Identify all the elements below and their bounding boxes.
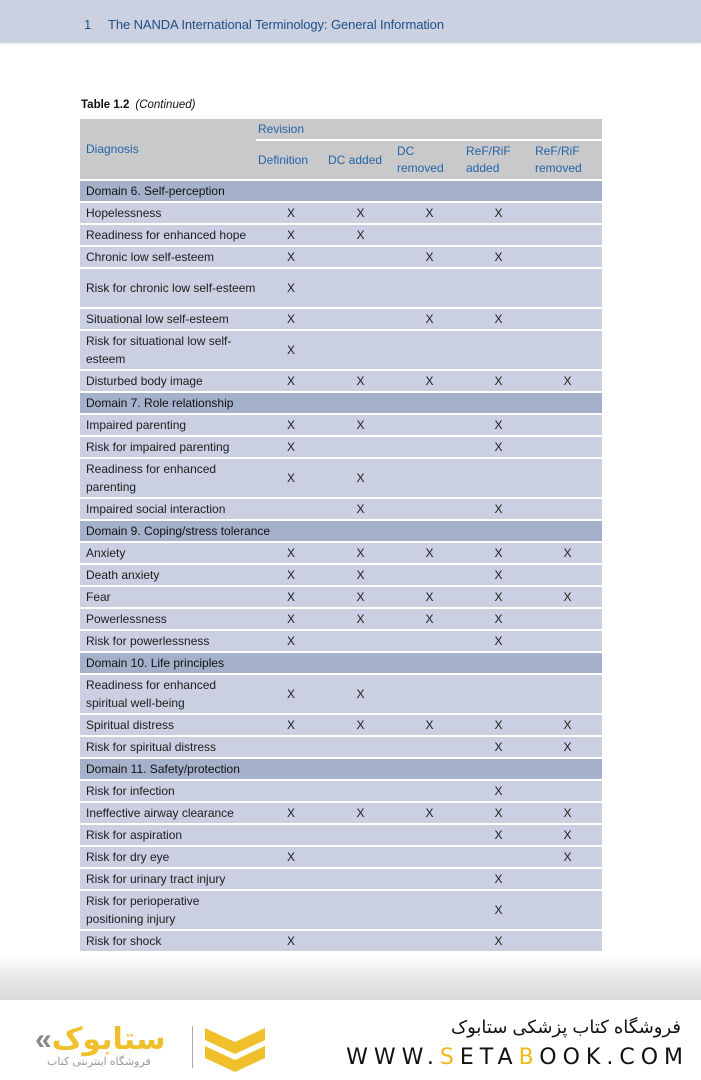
diagnosis-name: Death anxiety [80,564,256,586]
domain-row [80,392,602,414]
revision-mark: X [326,802,395,824]
diagnosis-name: Chronic low self-esteem [80,246,256,268]
revision-mark: X [464,714,533,736]
revision-mark: X [326,370,395,392]
diagnosis-name: Risk for aspiration [80,824,256,846]
revision-table [80,119,602,951]
revision-mark [326,890,395,930]
revision-mark: X [464,542,533,564]
revision-mark: X [326,224,395,246]
setabook-logo [35,1022,265,1072]
revision-mark [533,308,602,330]
revision-mark: X [326,202,395,224]
table-row [80,308,602,330]
revision-mark: X [256,414,326,436]
table-label: Table 1.2 [81,99,130,111]
revision-mark [464,674,533,714]
diagnosis-name: Risk for shock [80,930,256,951]
revision-mark: X [395,714,464,736]
revision-mark [533,630,602,652]
table-row [80,586,602,608]
revision-mark: X [533,542,602,564]
revision-mark [464,458,533,498]
diagnosis-name: Fear [80,586,256,608]
revision-mark: X [326,714,395,736]
diagnosis-name: Hopelessness [80,202,256,224]
revision-mark: X [464,308,533,330]
revision-mark: X [256,930,326,951]
revision-mark [533,458,602,498]
revision-mark [326,308,395,330]
revision-mark [256,736,326,758]
revision-mark [326,780,395,802]
col-ref-rif-removed: ReF/RiF removed [533,140,602,180]
domain-label: Domain 10. Life principles [80,652,602,674]
revision-mark: X [464,370,533,392]
revision-mark: X [326,564,395,586]
revision-mark [533,608,602,630]
table-header [80,119,602,180]
table-row [80,736,602,758]
revision-mark [256,824,326,846]
revision-mark [256,498,326,520]
diagnosis-name: Readiness for enhanced parenting [80,458,256,498]
revision-header: Revision [256,119,602,140]
revision-mark: X [533,802,602,824]
diagnosis-name: Situational low self-esteem [80,308,256,330]
revision-mark: X [533,586,602,608]
revision-mark [395,736,464,758]
diagnosis-name: Spiritual distress [80,714,256,736]
revision-mark: X [256,608,326,630]
diagnosis-name: Risk for perioperative positioning injury [80,890,256,930]
revision-mark: X [533,824,602,846]
revision-mark: X [256,564,326,586]
revision-mark [395,868,464,890]
revision-mark: X [326,498,395,520]
table-row [80,930,602,951]
revision-mark [326,868,395,890]
logo-subtitle: فروشگاه اینترنتی کتاب [47,1056,151,1068]
revision-mark: X [256,370,326,392]
revision-mark [326,736,395,758]
store-url: WWW.SETABOOK.COM [346,1045,689,1070]
revision-mark: X [326,458,395,498]
revision-mark [395,630,464,652]
revision-mark: X [533,714,602,736]
revision-mark [395,330,464,370]
diagnosis-name: Risk for urinary tract injury [80,868,256,890]
table-row [80,564,602,586]
revision-mark: X [464,930,533,951]
revision-mark [395,846,464,868]
chapter-title: The NANDA International Terminology: General Information [108,17,444,32]
revision-mark: X [256,846,326,868]
domain-row [80,520,602,542]
revision-mark: X [464,868,533,890]
table-row [80,802,602,824]
table-row [80,846,602,868]
revision-mark: X [395,246,464,268]
revision-mark: X [326,542,395,564]
revision-mark [533,780,602,802]
revision-mark [533,202,602,224]
revision-mark [395,780,464,802]
table-row [80,224,602,246]
table-row [80,824,602,846]
revision-mark: X [395,802,464,824]
revision-mark [395,414,464,436]
revision-mark [395,436,464,458]
revision-mark [326,246,395,268]
revision-mark [533,436,602,458]
diagnosis-name: Readiness for enhanced hope [80,224,256,246]
revision-mark: X [326,414,395,436]
revision-mark [256,868,326,890]
revision-mark: X [395,202,464,224]
revision-mark [326,846,395,868]
domain-label: Domain 9. Coping/stress tolerance [80,520,602,542]
revision-mark [533,268,602,308]
col-definition: Definition [256,140,326,180]
revision-mark: X [256,586,326,608]
revision-mark: X [395,308,464,330]
revision-mark [326,930,395,951]
revision-mark: X [533,846,602,868]
revision-mark [464,846,533,868]
diagnosis-name: Risk for situational low self-esteem [80,330,256,370]
diagnosis-name: Risk for impaired parenting [80,436,256,458]
revision-mark [533,564,602,586]
revision-mark: X [256,436,326,458]
revision-mark [395,458,464,498]
revision-mark: X [464,890,533,930]
diagnosis-name: Readiness for enhanced spiritual well-being [80,674,256,714]
table-row [80,868,602,890]
diagnosis-name: Impaired social interaction [80,498,256,520]
col-ref-rif-added: ReF/RiF added [464,140,533,180]
revision-mark: X [464,564,533,586]
revision-mark: X [464,802,533,824]
revision-mark [395,674,464,714]
revision-mark: X [256,802,326,824]
revision-mark: X [256,458,326,498]
domain-label: Domain 11. Safety/protection [80,758,602,780]
chapter-number: 1 [84,17,92,32]
table-continued-note: (Continued) [135,99,196,111]
domain-label: Domain 6. Self-perception [80,180,602,202]
diagnosis-name: Risk for powerlessness [80,630,256,652]
revision-mark: X [395,586,464,608]
revision-mark: X [256,630,326,652]
diagnosis-name: Ineffective airway clearance [80,802,256,824]
revision-mark [326,630,395,652]
revision-mark: X [256,224,326,246]
revision-mark [326,268,395,308]
revision-mark [533,224,602,246]
revision-mark: X [256,202,326,224]
revision-mark: X [464,414,533,436]
revision-mark: X [395,370,464,392]
table-row [80,246,602,268]
revision-mark: X [395,542,464,564]
diagnosis-name: Risk for spiritual distress [80,736,256,758]
logo-brand: «ستابوک [35,1023,166,1056]
revision-mark [395,224,464,246]
revision-mark: X [464,630,533,652]
revision-mark [464,224,533,246]
table-row [80,498,602,520]
revision-mark [326,436,395,458]
revision-mark [533,674,602,714]
revision-mark [326,824,395,846]
revision-mark: X [256,246,326,268]
revision-mark [464,330,533,370]
revision-mark [533,930,602,951]
revision-mark: X [464,202,533,224]
diagnosis-name: Disturbed body image [80,370,256,392]
revision-mark: X [464,608,533,630]
revision-mark [533,890,602,930]
revision-mark: X [256,308,326,330]
store-name-fa: فروشگاه کتاب پزشکی ستابوک [451,1017,681,1037]
revision-mark: X [395,608,464,630]
table-body [80,180,602,951]
table-row [80,268,602,308]
revision-mark: X [256,330,326,370]
revision-mark [395,268,464,308]
revision-mark: X [464,498,533,520]
table-row [80,890,602,930]
revision-mark [395,498,464,520]
revision-mark [256,890,326,930]
table-caption [81,99,195,111]
revision-mark: X [256,674,326,714]
page-bottom-shadow [0,955,701,1000]
table-row [80,780,602,802]
revision-mark: X [256,714,326,736]
table-row [80,414,602,436]
revision-mark: X [326,586,395,608]
revision-mark [533,498,602,520]
revision-mark: X [256,542,326,564]
chevron-logo-icon [205,1024,265,1072]
revision-mark [533,868,602,890]
diagnosis-name: Risk for infection [80,780,256,802]
revision-mark: X [464,780,533,802]
table-row [80,202,602,224]
col-dc-added: DC added [326,140,395,180]
revision-mark [395,824,464,846]
revision-mark [533,330,602,370]
table-row [80,674,602,714]
diagnosis-name: Anxiety [80,542,256,564]
table-row [80,542,602,564]
running-head [0,0,701,43]
table-row [80,370,602,392]
revision-mark [464,268,533,308]
revision-mark [395,930,464,951]
revision-mark [533,246,602,268]
domain-row [80,758,602,780]
table-row [80,630,602,652]
revision-mark: X [533,370,602,392]
diagnosis-header: Diagnosis [80,119,256,180]
table-row [80,458,602,498]
domain-row [80,180,602,202]
revision-mark [395,890,464,930]
revision-mark: X [464,436,533,458]
revision-mark [395,564,464,586]
domain-label: Domain 7. Role relationship [80,392,602,414]
logo-divider [192,1026,193,1068]
revision-mark [326,330,395,370]
revision-mark [256,780,326,802]
table-row [80,714,602,736]
revision-mark: X [464,586,533,608]
revision-mark: X [326,608,395,630]
table-row [80,436,602,458]
revision-mark: X [326,674,395,714]
domain-row [80,652,602,674]
diagnosis-name: Risk for chronic low self-esteem [80,268,256,308]
table-row [80,608,602,630]
col-dc-removed: DC removed [395,140,464,180]
revision-mark: X [464,736,533,758]
revision-mark: X [256,268,326,308]
revision-mark: X [464,246,533,268]
diagnosis-name: Risk for dry eye [80,846,256,868]
revision-mark: X [464,824,533,846]
revision-mark [533,414,602,436]
table-row [80,330,602,370]
diagnosis-name: Impaired parenting [80,414,256,436]
diagnosis-name: Powerlessness [80,608,256,630]
revision-mark: X [533,736,602,758]
